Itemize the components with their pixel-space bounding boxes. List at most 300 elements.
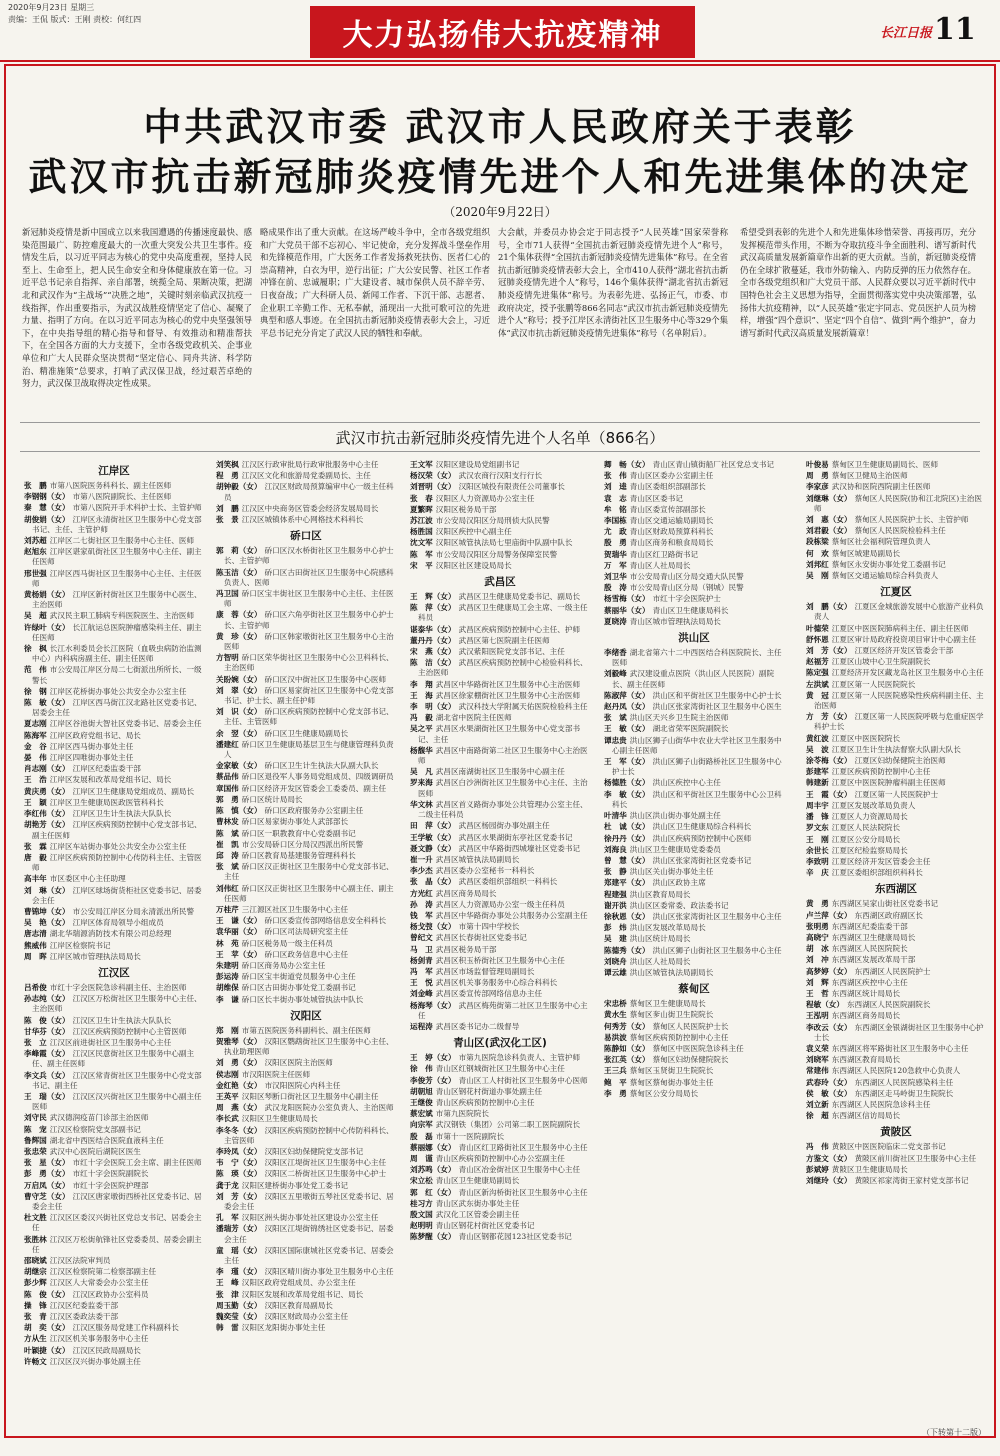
honoree-position: 蔡甸区交通运输局综合科负责人 [831, 571, 939, 581]
honoree-position: 洪山区疾控中心主任 [652, 778, 721, 788]
honoree-entry [216, 653, 396, 673]
honoree-position: 蔡甸区永安街办事处党工委副书记 [831, 559, 946, 569]
honoree-name: 王 浩 [24, 775, 47, 785]
intro-column-4: 希望受到表彰的先进个人和先进集体珍惜荣誉、再接再厉，充分发挥模范带头作用，不断为夺取抗疫斗争全面胜利、谱写新时代武汉高质量发展新篇章作出新的更大贡献。当前，新冠肺炎疫情仍在全球扩散蔓延，我市外防输入、内防反弹的压力依然存在。全市各级党组织和广大党员干部、人民群众要以习近平新时代中国特色社会主义思想为指导，全面贯彻落实党中央决策部署，弘扬伟大抗疫精神，以“人民英雄”张定宇同志、党员医护人员为榜样，增强“四个意识”、坚定“四个自信”、做到“两个维护”，奋力谱写新时代武汉高质量发展新篇章！ [740, 227, 976, 338]
honoree-position: 江夏区第一人民医院呼吸与危重症医学科护士长 [814, 712, 984, 732]
honoree-name: 陈 敏（女） [24, 698, 70, 708]
honoree-position: 汉阳区洲头街办事处社区建设办公室主任 [241, 1213, 379, 1223]
honoree-name: 韦 宁（女） [216, 1158, 262, 1168]
honoree-entry [806, 1011, 986, 1021]
honoree-position: 青山区卫生健康局科长 [652, 605, 729, 615]
decision-date: （2020年9月22日） [443, 205, 557, 219]
honoree-name: 甘华芬（女） [24, 1026, 70, 1036]
honoree-entry [410, 1188, 590, 1198]
honoree-entry [410, 1098, 590, 1108]
honoree-position: 硚口区卫生计生执法大队副大队长 [264, 761, 379, 771]
honoree-name: 曹守芝（女） [24, 1191, 70, 1201]
honoree-entry [604, 957, 784, 967]
honoree-name: 林 苑 [216, 938, 239, 948]
honoree-name: 陈海军 [24, 730, 47, 740]
honoree-name: 赵明明 [410, 1221, 433, 1231]
honoree-entry [410, 1109, 590, 1119]
honoree-entry [216, 675, 396, 685]
honoree-name: 彭斌婷 [806, 1164, 829, 1174]
honoree-name: 刘立新 [806, 1099, 829, 1109]
honoree-entry [604, 1033, 784, 1043]
honoree-entry [806, 1111, 986, 1121]
honoree-entry [806, 1066, 986, 1076]
honoree-position: 市公安局江岸区分局二七街派出所所长、一级警长 [32, 665, 202, 685]
honoree-position: 硚口区韩家墩街社区卫生服务中心主治医师 [224, 631, 394, 652]
honoree-entry [410, 647, 590, 657]
honoree-position: 市第八医院副院长、主任医师 [72, 492, 172, 502]
honoree-entry [604, 561, 784, 571]
honoree-entry [410, 713, 590, 723]
honoree-entry [410, 1076, 590, 1086]
honoree-name: 陈 宠 [24, 1124, 47, 1134]
honoree-position: 江汉区行政审批局行政审批服务中心主任 [241, 460, 379, 469]
honoree-name: 侯志刚 [216, 1069, 239, 1079]
honoree-position: 江汉区汉兴街办事处副主任 [49, 1356, 141, 1366]
honoree-entry [216, 1114, 396, 1124]
honoree-position: 江夏区第一人民医院护士 [854, 789, 939, 799]
honoree-name: 吴之平 [410, 724, 433, 734]
honoree-entry [24, 481, 204, 491]
headline-line-1: 中共武汉市委 武汉市人民政府关于表彰 [143, 105, 857, 149]
honoree-name: 宋 燕（女） [410, 647, 456, 657]
honoree-entry [604, 790, 784, 810]
honoree-position: 市公安局硚口区分局汉西派出所民警 [241, 839, 364, 849]
honoree-position: 市第五医院医务科副科长、副主任医师 [241, 1025, 371, 1035]
honoree-name: 谭云雄 [604, 967, 627, 977]
honoree-position: 黄陂区祁家湾街王家村党支部书记 [854, 1175, 969, 1185]
honoree-name: 王泓明 [806, 1011, 829, 1021]
honoree-name: 方 芳（女） [806, 712, 852, 722]
honoree-position: 蔡甸区社会福利院管理负责人 [831, 537, 931, 547]
honoree-position: 武汉农商行汉阳支行行长 [458, 471, 543, 481]
honoree-entry [410, 844, 590, 854]
honoree-entry [24, 874, 204, 884]
honoree-name: 李改云（女） [806, 1022, 852, 1032]
honoree-entry [24, 1181, 204, 1191]
honoree-entry [806, 571, 986, 581]
honoree-name: 张 斌 [216, 862, 239, 872]
honoree-entry [410, 967, 590, 977]
honoree-position: 东西湖区人民医院120急救中心负责人 [831, 1066, 961, 1076]
honoree-entry [410, 978, 590, 988]
honoree-position: 东西湖区政府副区长 [854, 910, 923, 920]
honoree-position: 青山区工人村街社区卫生服务中心医师 [458, 1075, 588, 1085]
honoree-entry [410, 636, 590, 646]
honoree-position: 洪山区张家湾街社区党委书记 [652, 855, 752, 865]
honoree-entry [216, 972, 396, 982]
honoree-entry [410, 460, 590, 470]
honoree-name: 操 锋 [24, 1300, 47, 1310]
honoree-position: 黄陂区中医医院临床二党支部书记 [831, 1142, 946, 1152]
honoree-entry [216, 1070, 396, 1080]
honoree-entry [410, 1154, 590, 1164]
honoree-entry [806, 835, 986, 845]
honoree-entry [604, 757, 784, 777]
honoree-name: 卢兰萍（女） [806, 910, 852, 920]
honoree-entry [410, 746, 590, 766]
honoree-entry [24, 665, 204, 685]
honoree-entry [604, 482, 784, 492]
honoree-position: 市第八医院开手术科护士长、主管护师 [72, 503, 202, 513]
honoree-entry [216, 1081, 396, 1091]
honoree-name: 许畅文 [24, 1356, 47, 1366]
honoree-entry [806, 668, 986, 678]
honoree-position: 武汉建设重点医院（洪山区人民医院）副院长、副主任医师 [612, 669, 775, 689]
honoree-name: 李 明（女） [410, 702, 456, 712]
honoree-name: 陈 瑛（女） [216, 1169, 262, 1179]
honoree-name: 吴 波 [806, 744, 829, 754]
honoree-name: 关盼婉（女） [216, 674, 262, 684]
honoree-entry [806, 624, 986, 634]
honoree-position: 东西湖区人民医院院长 [831, 944, 908, 954]
honoree-entry [216, 995, 396, 1005]
honoree-position: 武昌区中南路街第二社区卫生服务中心主治医师 [418, 745, 588, 766]
honoree-name: 郭 莉（女） [216, 546, 262, 556]
honoree-position: 江汉区城镇体系中心网格技术科科长 [241, 515, 364, 525]
honoree-position: 江岸区纪委监委干部 [72, 764, 141, 774]
honoree-entry [410, 471, 590, 481]
honoree-name: 冯 军 [410, 966, 433, 976]
honoree-entry [604, 867, 784, 877]
honoree-entry [604, 471, 784, 481]
honoree-name: 蔡丽华（女） [604, 605, 650, 615]
honoree-position: 青山区交通运输局副局长 [629, 516, 714, 526]
honoree-name: 陈 斌 [216, 828, 239, 838]
honoree-position: 汉阳区建设局党组副书记 [435, 460, 520, 469]
honoree-name: 鲍 平 [604, 1077, 627, 1087]
honoree-name: 熊威伟 [24, 940, 47, 950]
honoree-position: 江夏区人民法院院长 [831, 823, 901, 833]
honoree-position: 江岸区发展和改革局党组书记、局长 [49, 775, 172, 785]
honoree-name: 黄水生 [604, 1010, 627, 1020]
honoree-name: 舒怀恩 [806, 634, 829, 644]
honoree-entry [410, 680, 590, 690]
honoree-name: 段栋梁 [806, 537, 829, 547]
honoree-position: 江汉区政协办公室科员 [72, 1289, 149, 1299]
honoree-entry [24, 907, 204, 917]
honoree-name: 杜 诚（女） [604, 822, 650, 832]
honoree-position: 武昌区人力资源局办公室一级主任科员 [435, 899, 565, 909]
honoree-position: 蔡甸区奓山街卫生院院长 [629, 1010, 714, 1020]
honoree-position: 江岸区二七街社区卫生服务中心主任、医师 [49, 536, 195, 546]
honoree-name: 方从生 [24, 1334, 47, 1344]
honoree-name: 刘守民 [24, 1113, 47, 1123]
honoree-name: 陈定强 [806, 668, 829, 678]
honoree-entry [24, 886, 204, 906]
honoree-entry [604, 1089, 784, 1099]
honoree-entry [806, 734, 986, 744]
honoree-position: 汉阳区税务局干部 [435, 504, 497, 514]
honoree-position: 江夏区公安分局局长 [831, 834, 901, 844]
honoree-name: 金家敏（女） [216, 761, 262, 771]
honoree-name: 李 谦 [216, 994, 239, 1004]
honoree-entry [806, 1165, 986, 1175]
honoree-name: 夏繁晖 [410, 504, 433, 514]
honoree-name: 康 蓉（女） [216, 610, 262, 620]
honoree-entry [806, 1078, 986, 1088]
honoree-entry [24, 1169, 204, 1179]
honoree-name: 胡继宗 [24, 1267, 47, 1277]
district-heading: 江夏区 [880, 586, 912, 599]
honoree-position: 江汉区服务局党建工作科副科长 [72, 1323, 179, 1333]
honoree-position: 湖北省中西医结合医院血液科主任 [49, 1135, 164, 1145]
honoree-entry [24, 994, 204, 1014]
honoree-entry [216, 1181, 396, 1191]
honoree-entry [410, 527, 590, 537]
honoree-entry [24, 1016, 204, 1026]
honoree-position: 青山区青山镇街船厂社区党总支书记 [652, 460, 775, 469]
honoree-entry [216, 568, 396, 588]
honoree-name: 方智明 [216, 653, 239, 663]
honoree-entry [604, 834, 784, 844]
honoree-name: 武春玲（女） [806, 1077, 852, 1087]
honoree-position: 东西湖区人民医院副院长 [846, 1000, 931, 1010]
honoree-position: 武昌区首义路街办事处公共管理办公室主任、二级主任科员 [418, 799, 588, 820]
honoree-position: 硚口区易家街社区卫生服务中心党支部书记、护士长、副主任护师 [224, 685, 394, 706]
honoree-position: 硚口区疾病预防控制中心党支部书记、主任、主管医师 [224, 707, 394, 727]
honoree-position: 市公安局青山区分局交通大队民警 [629, 572, 744, 582]
honoree-position: 武昌区白沙洲街社区卫生服务中心主任、主治医师 [418, 778, 588, 798]
honoree-name: 张 鹏 [24, 481, 47, 490]
honoree-name: 张 景 [216, 515, 239, 525]
honoree-name: 夏志刚 [24, 719, 47, 729]
honoree-entry [410, 800, 590, 820]
honoree-entry [410, 1064, 590, 1074]
honoree-entry [410, 1087, 590, 1097]
honoree-entry [806, 537, 986, 547]
honoree-position: 武昌区税务局干部 [435, 944, 497, 954]
honoree-position: 江夏区经济开发区管委会干部 [854, 646, 954, 656]
honoree-position: 洪山区狮子山街华中农业大学社区卫生服务中心副主任医师 [612, 735, 782, 755]
honoree-name: 罗来海 [410, 778, 433, 788]
honoree-position: 青山区疾病预防控制中心主任 [435, 1097, 535, 1107]
honoree-name: 尤 政 [604, 527, 627, 537]
honoree-name: 冯卫国 [216, 589, 239, 599]
honoree-name: 蔡品伟 [216, 772, 239, 782]
honoree-position: 市红十字会医院副院长 [72, 1169, 149, 1179]
honoree-entry [216, 1058, 396, 1068]
honoree-name: 陈梦醒（女） [410, 1232, 456, 1242]
honoree-position: 汉阳区社区建设局局长 [435, 560, 512, 570]
honoree-name: 谢开洪 [604, 900, 627, 910]
honoree-entry [24, 820, 204, 840]
honoree-name: 刘晋明（女） [410, 482, 456, 492]
honoree-position: 硚口区政府服务办公室副主任 [264, 806, 364, 816]
honoree-column [24, 460, 204, 1368]
honoree-position: 武汉民主职工肺病专科医院医生、主治医师 [49, 611, 195, 621]
honoree-name: 刘邦红 [806, 559, 829, 569]
honoree-position: 湖北省第六十二中西医结合科医院院长、主任医师 [612, 648, 782, 668]
honoree-entry [806, 911, 986, 921]
honoree-name: 万启凤（女） [24, 1180, 70, 1190]
honoree-name: 彭 勇（女） [24, 1169, 70, 1179]
honoree-position: 武昌区南湖街社区卫生服务中心副主任 [435, 767, 565, 777]
honoree-position: 青山区钢花村街社区党委书记 [435, 1221, 535, 1231]
honoree-position: 汉阳区鹦鹉街社区卫生服务中心主任、执业助理医师 [224, 1036, 394, 1057]
honoree-name: 蔡丽娜（女） [410, 1142, 456, 1152]
honoree-position: 市公安局青山区分局（钢城）民警 [629, 583, 744, 593]
honoree-name: 谭忠贵 [604, 735, 627, 745]
honoree-entry [216, 950, 396, 960]
honoree-name: 王 婷（女） [410, 1053, 456, 1063]
honoree-name: 黄庆勇（女） [24, 786, 70, 796]
honoree-position: 蔡甸区疾病预防控制中心主任 [629, 1032, 729, 1042]
honoree-entry [604, 736, 784, 756]
honoree-position: 蔡甸区人民医院护士长、主管护师 [854, 515, 969, 525]
honoree-entry [216, 632, 396, 652]
honoree-entry [410, 889, 590, 899]
honoree-position: 硚口区政务信息中心主任 [264, 949, 349, 959]
honoree-position: 江夏区疾病预防控制中心主任 [831, 767, 931, 777]
honoree-name: 赵丹凤（女） [604, 702, 650, 712]
honoree-name: 胡朝旭 [410, 1086, 433, 1096]
honoree-entry [24, 687, 204, 697]
honoree-name: 刘继玲（女） [806, 1175, 852, 1185]
honoree-entry [806, 549, 986, 559]
honoree-name: 殷 涛 [604, 583, 627, 593]
honoree-entry [410, 1001, 590, 1021]
honoree-name: 李冬冬（女） [216, 1125, 262, 1135]
honoree-position: 蔡甸区卫生健康局局长 [629, 999, 706, 1009]
honoree-name: 殷 磊 [410, 1131, 433, 1141]
honoree-entry [806, 471, 986, 481]
honoree-entry [410, 625, 590, 635]
honoree-position: 江夏区卫生计生执法督察大队副大队长 [831, 744, 961, 754]
honoree-position: 武昌区委书记办二级督导 [435, 1021, 520, 1031]
honoree-position: 武汉化工区管委会副主任 [435, 1210, 520, 1219]
honoree-name: 夏晓涛 [604, 616, 627, 626]
honoree-name: 崔一升 [410, 854, 433, 864]
honoree-position: 江汉区前进街社区卫生服务中心主任 [49, 1037, 172, 1047]
honoree-position: 硚口区易家街办事处人武部部长 [241, 817, 349, 827]
honoree-name: 胡 冰 [806, 944, 829, 954]
honoree-position: 硚口区卫生健康局基层卫生与健康管理科负责人 [224, 739, 394, 760]
honoree-entry [216, 939, 396, 949]
honoree-position: 江夏区审计局政府投资项目审计中心副主任 [831, 634, 977, 644]
honoree-name: 程敏（女） [806, 1000, 844, 1010]
honoree-position: 东西湖区信访局局长 [831, 1111, 901, 1121]
honoree-name: 陈 慎（女） [216, 806, 262, 816]
honoree-entry [410, 724, 590, 744]
honoree-name: 曾纪文 [410, 933, 433, 943]
honoree-name: 郑 刚 [216, 1025, 239, 1035]
honoree-position: 江夏区第一人民医院感染性疾病科副主任、主治医师 [814, 690, 984, 711]
honoree-name: 潘 锋 [806, 812, 829, 822]
honoree-position: 洪山区关山街办事处主任 [629, 867, 714, 877]
honoree-position: 市第九医院院长 [435, 1109, 489, 1119]
honoree-name: 赵福芳 [806, 657, 829, 667]
honoree-name: 易洪波 [604, 1032, 627, 1042]
honoree-position: 江岸区城市管理执法局局长 [49, 951, 141, 961]
honoree-position: 武昌区委组织部组织一科科长 [458, 877, 558, 887]
honoree-entry [604, 1010, 784, 1020]
honoree-name: 张 静 [604, 867, 627, 877]
honoree-name: 牟 铭 [604, 504, 627, 514]
honoree-position: 汉阳区二桥街社区卫生服务中心护士 [264, 1169, 387, 1179]
top-rule [0, 60, 1000, 62]
honoree-position: 汉阳区江堤街社区卫生服务中心主任 [264, 1158, 387, 1168]
honoree-name: 胡维保 [216, 983, 239, 993]
honoree-name: 王 哲 [806, 988, 829, 998]
honoree-entry [216, 707, 396, 727]
honoree-entry [24, 929, 204, 939]
honoree-entry [216, 1147, 396, 1157]
honoree-name: 周丰宇 [806, 800, 829, 810]
honoree-name: 刘 逵 [604, 482, 627, 492]
honoree-position: 武汉科技大学附属天佑医院检验科主任 [458, 702, 588, 712]
honoree-entry [806, 778, 986, 788]
honoree-name: 张江英（女） [604, 1055, 650, 1065]
honoree-entry [806, 967, 986, 977]
honoree-name: 张 霖 [24, 841, 47, 851]
honoree-name: 高梦婷（女） [806, 966, 852, 976]
honoree-position: 江岸区谌家矶街社区卫生服务中心主任、副主任医师 [32, 547, 202, 567]
honoree-position: 洪山区疾病预防控制中心医师 [652, 833, 752, 843]
honoree-entry [216, 884, 396, 904]
honoree-position: 洪山区和平街社区卫生服务中心护士长 [652, 690, 782, 700]
honoree-name: 许绿叶（女） [24, 622, 70, 632]
honoree-entry [24, 1290, 204, 1300]
honoree-entry [410, 911, 590, 921]
honoree-name: 余世长 [806, 845, 829, 855]
honoree-entry [24, 1113, 204, 1123]
honoree-entry [216, 862, 396, 882]
honoree-name: 李绪香 [604, 648, 627, 658]
honoree-entry [24, 1027, 204, 1037]
intro-column-3: 大会献，并委员办协会定于同志授予“人民英雄”国家荣誉称号，全市71人获得“全国抗击新冠肺炎疫情先进个人”称号，21个集体获得“全国抗击新冠肺炎疫情先进集体”称号。在全省抗击新冠肺炎疫情表彰大会上，全市410人获得“湖北省抗击新冠肺炎疫情先进个人”称号，146个集体获得“湖北省抗击新冠肺炎疫情先进集体”称号。为表彰先进、弘扬正气，市委、市政府决定，授予张鹏等866名同志“武汉市抗击新冠肺炎疫情先进个人”称号；授予江岸区永清街社区卫生服务中心等329个集体“武汉市抗击新冠肺炎疫情先进集体”称号（名单附后）。 [498, 227, 728, 338]
honoree-name: 胡钟毅（女） [216, 482, 262, 492]
honoree-entry [604, 822, 784, 832]
honoree-name: 李红伟（女） [24, 809, 70, 819]
honoree-name: 刘君毅（女） [806, 526, 852, 536]
honoree-position: 硚口区商务局办公室主任 [241, 960, 326, 970]
honoree-position: 东西湖区将军路街社区卫生服务中心主任 [831, 1043, 969, 1053]
honoree-position: 汉阳区龙阳街办事处主任 [241, 1323, 326, 1333]
honoree-name: 王 敏（女） [604, 724, 650, 734]
honoree-position: 青山区区委办公室副主任 [629, 471, 714, 481]
honoree-name: 张胜林 [24, 1234, 47, 1244]
honoree-position: 武昌区卫生健康局工会主席、一级主任科员 [418, 603, 588, 623]
honoree-position: 汉阳区疾病预防控制中心传防科科长、主管医师 [224, 1125, 394, 1145]
honoree-entry [24, 775, 204, 785]
honoree-position: 青山区冶金街社区卫生服务中心主任 [458, 1165, 581, 1175]
honoree-position: 湖北省中医院主任医师 [435, 713, 512, 723]
honoree-position: 青山区卫生健康局副局长 [435, 1176, 520, 1186]
honoree-position: 武昌区城管执法局副局长 [435, 854, 520, 864]
honoree-position: 江夏区金城旅游发展中心旅游产业科负责人 [814, 602, 984, 622]
honoree-position: 黄陂区卫生健康局局长 [831, 1164, 908, 1174]
honoree-name: 贺雅琴（女） [216, 1036, 262, 1046]
honoree-name: 周 燕（女） [216, 1103, 262, 1113]
honoree-position: 江汉区常青街社区卫生服务中心党支部书记、副主任 [32, 1070, 202, 1090]
district-heading: 黄陂区 [880, 1126, 912, 1139]
honoree-name: 潘瑞芳（女） [216, 1224, 262, 1234]
honoree-name: 龚于龙 [216, 1180, 239, 1190]
honoree-entry [216, 1246, 396, 1266]
honoree-position: 武汉中心医院后湖院区医生 [49, 1146, 141, 1156]
honoree-position: 东西湖区疾控中心主任 [831, 977, 908, 987]
honoree-name: 王继俊 [410, 1097, 433, 1107]
honoree-name: 刘 冲 [806, 955, 829, 965]
honoree-name: 刘晓军 [806, 1055, 829, 1065]
honoree-entry [604, 583, 784, 593]
honoree-position: 硚口区汉水桥街社区卫生服务中心护士长、主管护师 [224, 546, 394, 566]
